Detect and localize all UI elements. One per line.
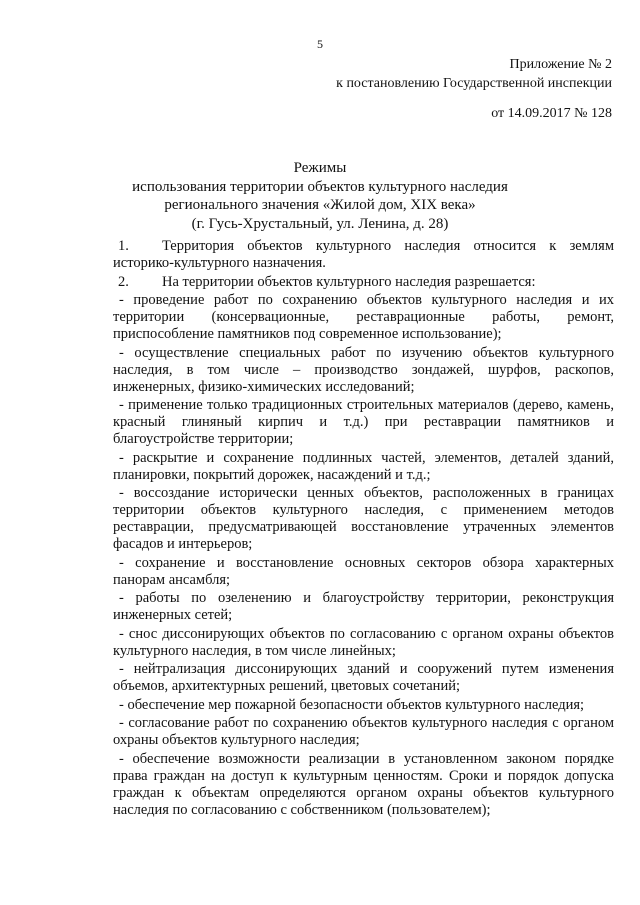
title-line-3: (г. Гусь-Хрустальный, ул. Ленина, д. 28) — [191, 215, 449, 232]
list-item: - воссоздание исторически ценных объектов, расположенных в границах территории объектов культурного наследия, с применением методов реставрации, предусматривающей восстановление утраченных элементов фасадов и интерьеров; — [113, 485, 614, 552]
list-item: - работы по озеленению и благоустройству территории, реконструкция инженерных сетей; — [113, 590, 614, 623]
page-number: 5 — [317, 37, 323, 51]
document-body — [113, 238, 614, 820]
title-line-1: использования территории объектов культурного наследия — [132, 178, 508, 195]
list-item: - согласование работ по сохранению объектов культурного наследия с органом охраны объектов культурного наследия; — [113, 715, 614, 748]
numbered-paragraph — [113, 274, 614, 291]
list-item: - осуществление специальных работ по изучению объектов культурного наследия, в том числе – производство зондажей, шурфов, раскопов, инженерных, физико-химических исследований; — [113, 344, 614, 395]
appendix-reference: к постановлению Государственной инспекции — [336, 76, 612, 91]
list-item: - раскрытие и сохранение подлинных частей, элементов, деталей зданий, планировки, покрытий дорожек, насаждений и т.д.; — [113, 449, 614, 483]
appendix-title: Приложение № 2 — [509, 57, 612, 72]
decree-date: от 14.09.2017 № 128 — [491, 106, 612, 121]
list-item: - обеспечение возможности реализации в установленном законом порядке права граждан на доступ к культурным ценностям. Сроки и порядок допуска граждан к объектам определяются органом охраны объектов культурного наследия по согласованию с собственником (пользователем); — [113, 750, 614, 818]
list-item: - проведение работ по сохранению объектов культурного наследия и их территории (консервационные, реставрационные работы, ремонт, приспособление памятников под современное использование); — [113, 292, 614, 342]
numbered-paragraph — [113, 238, 614, 272]
paragraph-text: На территории объектов культурного наследия разрешается: — [162, 273, 536, 290]
appendix-header — [336, 55, 612, 93]
document-title — [0, 159, 640, 233]
list-item: - обеспечение мер пожарной безопасности объектов культурного наследия; — [119, 696, 585, 713]
list-item: - сохранение и восстановление основных секторов обзора характерных панорам ансамбля; — [113, 554, 614, 588]
list-item: - снос диссонирующих объектов по согласованию с органом охраны объектов культурного наследия, в том числе линейных; — [113, 625, 614, 659]
title-line-2: регионального значения «Жилой дом, XIX века» — [164, 197, 476, 213]
paragraph-number: 2. — [118, 273, 129, 290]
list-item: - нейтрализация диссонирующих зданий и сооружений путем изменения объемов, архитектурных решений, цветовых сочетаний; — [113, 661, 614, 694]
paragraph-number: 1. — [118, 238, 129, 254]
title-heading: Режимы — [293, 160, 347, 176]
paragraph-text: Территория объектов культурного наследия относится к землям историко-культурного назначения. — [113, 238, 614, 271]
list-item: - применение только традиционных строительных материалов (дерево, камень, красный глиняный кирпич и т.д.) при реставрации памятников и благоустройстве территории; — [113, 397, 614, 447]
